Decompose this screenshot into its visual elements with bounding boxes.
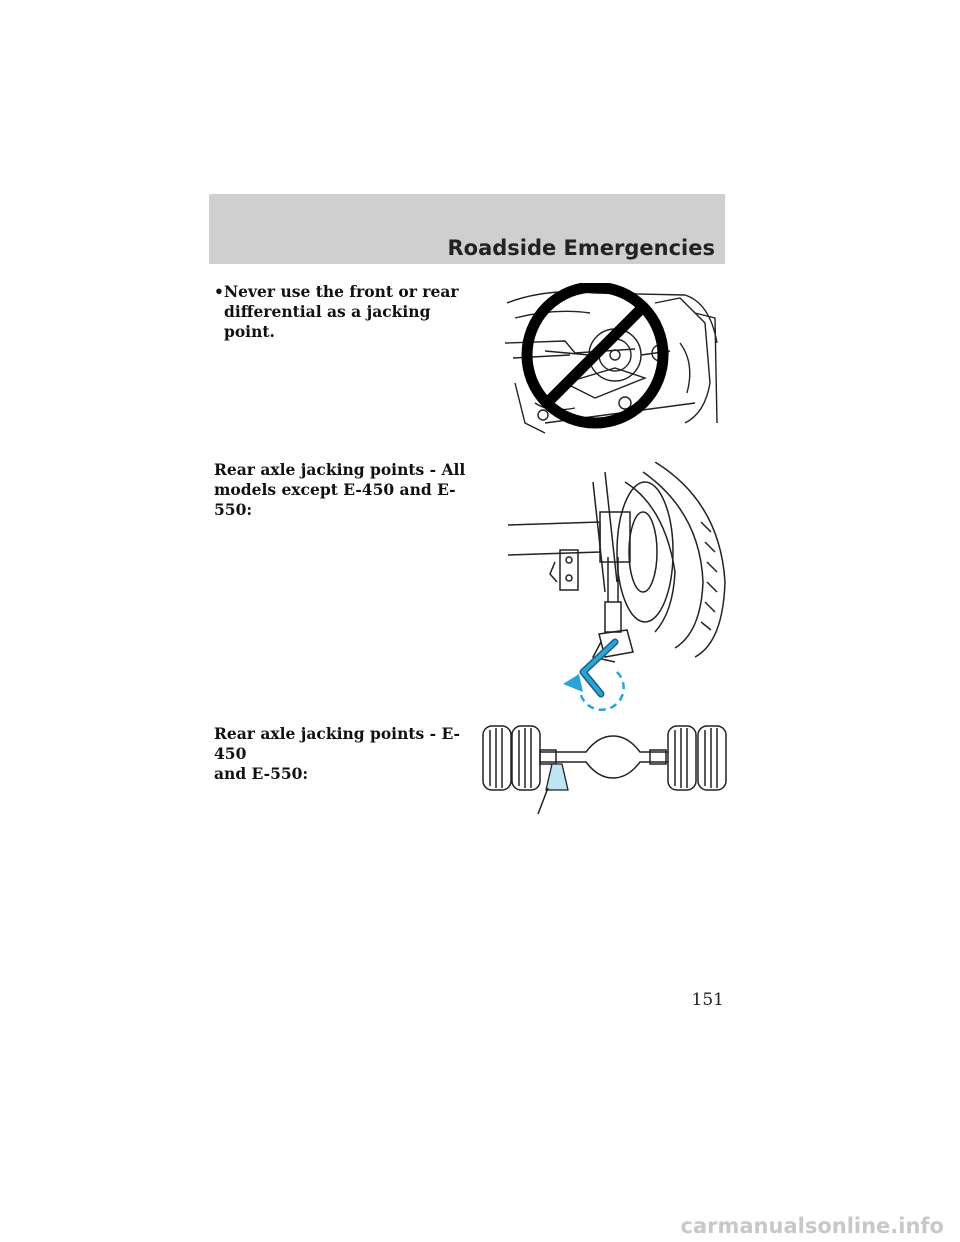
page-number: 151 [691,990,724,1010]
differential-no-jack-figure [505,283,720,438]
section-heading-rear-axle-all [214,460,484,520]
site-watermark: carmanualsonline.info [680,1214,944,1238]
dual-axle-jack-figure [478,722,733,817]
bullet-item [214,282,484,342]
bullet-text: Never use the front or rear differential as a jacking point. [224,282,459,341]
section-title: Roadside Emergencies [447,236,715,260]
section-heading-text: Rear axle jacking points - All models except E-450 and E-550: [214,460,466,519]
bullet-mark: • [214,282,224,301]
rear-axle-jack-figure [505,462,730,712]
section-heading-rear-axle-e450 [214,724,484,784]
section-heading-text: Rear axle jacking points - E-450 and E-550: [214,724,460,783]
section-header-band [209,194,725,264]
